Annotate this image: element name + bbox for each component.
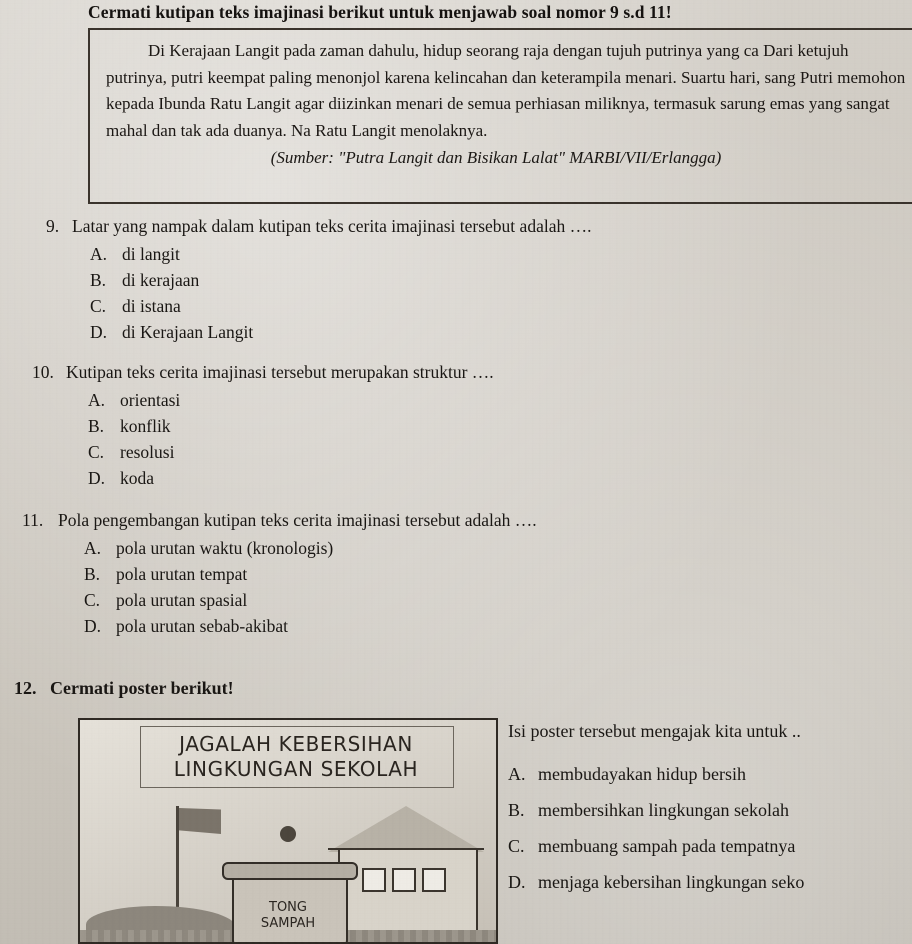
trash-bin-label: [232, 900, 344, 932]
option-b[interactable]: [84, 561, 722, 587]
option-c-label: C.: [90, 296, 107, 316]
option-a-text: membudayakan hidup bersih: [538, 764, 746, 784]
option-d-text: menjaga kebersihan lingkungan seko: [538, 872, 805, 892]
question-12-lead: Isi poster tersebut mengajak kita untuk ..: [508, 721, 801, 741]
option-d-text: pola urutan sebab-akibat: [116, 616, 289, 636]
option-c[interactable]: [90, 293, 746, 319]
question-10-text: Kutipan teks cerita imajinasi tersebut merupakan struktur ….: [66, 362, 494, 382]
option-a-label: A.: [90, 244, 108, 264]
option-a-text: di langit: [122, 244, 180, 264]
option-d-label: D.: [508, 872, 526, 892]
question-9-number: 9.: [46, 216, 60, 236]
trash-bin-lid: [222, 862, 358, 880]
question-11-number: 11.: [22, 510, 44, 530]
option-c-label: C.: [508, 836, 525, 856]
house-roof: [328, 806, 484, 852]
option-d[interactable]: [84, 613, 722, 639]
question-12-right-column: [508, 718, 912, 900]
option-a[interactable]: [88, 387, 732, 413]
question-10-title: [32, 360, 732, 384]
option-a[interactable]: [508, 756, 912, 792]
option-d-text: koda: [120, 468, 155, 488]
question-12-text: Cermati poster berikut!: [50, 678, 234, 698]
option-b-label: B.: [84, 564, 101, 584]
trash-bin-label-line2: SAMPAH: [260, 916, 316, 931]
option-b-label: B.: [90, 270, 107, 290]
poster-frame: [78, 718, 498, 944]
trash-bin-label-line1: TONG: [269, 900, 307, 915]
option-c-text: resolusi: [120, 442, 175, 462]
option-c-label: C.: [88, 442, 105, 462]
option-c[interactable]: [84, 587, 722, 613]
passage-paragraph-text: Di Kerajaan Langit pada zaman dahulu, hidup seorang raja dengan tujuh putrinya yang ca Dari ketujuh putrinya, putri keempat paling menonjol karena kelincahan dan keterampila menari. Suartu hari, sang Putri memohon kepada Ibunda Ratu Langit agar diizinkan menari de semua perhiasan miliknya, termasuk sarung emas yang sangat mahal dan tak ada duanya. Na Ratu Langit menolaknya.: [106, 41, 906, 140]
poster-image: [78, 718, 498, 944]
option-b[interactable]: [88, 413, 732, 439]
option-a-text: orientasi: [120, 390, 181, 410]
question-9-text: Latar yang nampak dalam kutipan teks cerita imajinasi tersebut adalah ….: [72, 216, 592, 236]
passage-source: (Sumber: "Putra Langit dan Bisikan Lalat" MARBI/VII/Erlangga): [270, 148, 722, 167]
sun-icon: [280, 826, 296, 842]
option-b-text: di kerajaan: [122, 270, 200, 290]
poster-title-line1: JAGALAH KEBERSIHAN: [179, 732, 413, 756]
option-b-text: membersihkan lingkungan sekolah: [538, 800, 789, 820]
option-c[interactable]: [508, 828, 912, 864]
option-b[interactable]: [508, 792, 912, 828]
question-10-options: [32, 387, 732, 491]
option-d[interactable]: [90, 319, 746, 345]
option-a-label: A.: [508, 764, 526, 784]
flag-icon: [179, 808, 221, 834]
question-11-options: [22, 535, 722, 639]
question-10: [32, 360, 732, 491]
option-d-label: D.: [88, 468, 106, 488]
question-11-title: [22, 508, 722, 532]
passage-paragraph: [106, 38, 906, 144]
option-b[interactable]: [90, 267, 746, 293]
option-d-label: D.: [84, 616, 102, 636]
question-9-title: [46, 214, 746, 238]
question-10-number: 10.: [32, 362, 54, 382]
question-12-options: [508, 756, 912, 900]
option-b-label: B.: [508, 800, 525, 820]
question-11: [22, 508, 722, 639]
option-a-text: pola urutan waktu (kronologis): [116, 538, 334, 558]
poster-title: [146, 732, 446, 782]
poster-title-line2: LINGKUNGAN SEKOLAH: [173, 757, 419, 781]
option-d[interactable]: [88, 465, 732, 491]
question-12-title: [14, 676, 904, 700]
option-c-text: membuang sampah pada tempatnya: [538, 836, 796, 856]
question-11-text: Pola pengembangan kutipan teks cerita imajinasi tersebut adalah ….: [58, 510, 537, 530]
option-c-text: di istana: [122, 296, 181, 316]
question-12: [14, 676, 904, 700]
house-window-2: [392, 868, 416, 892]
option-c[interactable]: [88, 439, 732, 465]
option-d[interactable]: [508, 864, 912, 900]
option-a[interactable]: [84, 535, 722, 561]
house-window-1: [362, 868, 386, 892]
question-9-options: [46, 241, 746, 345]
option-b-text: pola urutan tempat: [116, 564, 248, 584]
page-heading: Cermati kutipan teks imajinasi berikut untuk menjawab soal nomor 9 s.d 11!: [88, 2, 672, 22]
house-window-3: [422, 868, 446, 892]
option-a[interactable]: [90, 241, 746, 267]
option-a-label: A.: [84, 538, 102, 558]
option-d-text: di Kerajaan Langit: [122, 322, 254, 342]
option-a-label: A.: [88, 390, 106, 410]
question-12-number: 12.: [14, 678, 37, 698]
option-d-label: D.: [90, 322, 108, 342]
option-b-label: B.: [88, 416, 105, 436]
option-b-text: konflik: [120, 416, 171, 436]
option-c-text: pola urutan spasial: [116, 590, 248, 610]
passage-box: [88, 28, 912, 204]
option-c-label: C.: [84, 590, 101, 610]
question-9: [46, 214, 746, 345]
